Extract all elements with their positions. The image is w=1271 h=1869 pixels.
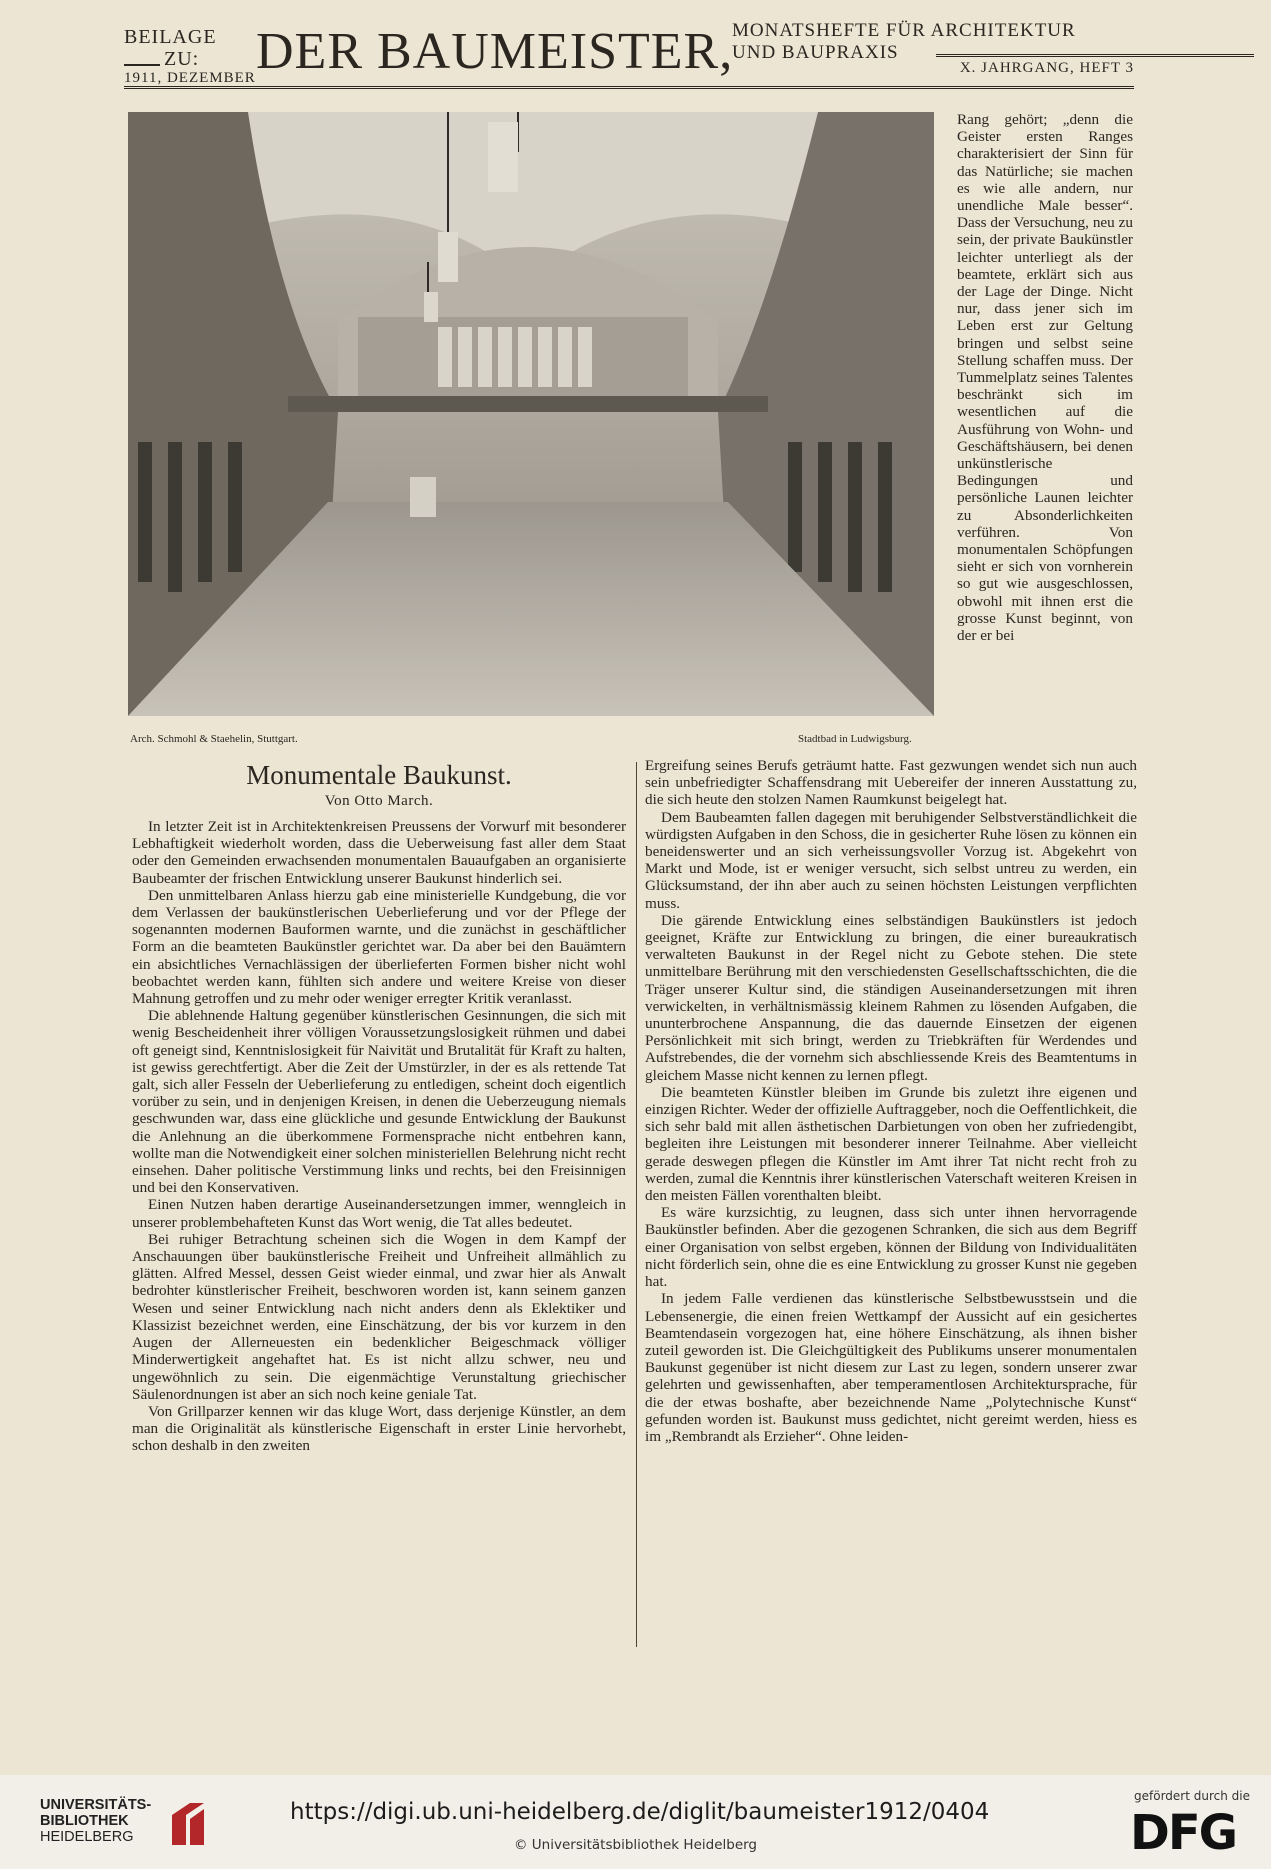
column-divider (636, 762, 637, 1647)
permalink-url[interactable]: https://digi.ub.uni-heidelberg.de/diglit/baumeister1912/0404 (290, 1799, 990, 1825)
library-emblem-icon (168, 1799, 208, 1847)
issue-date: 1911, DEZEMBER (124, 70, 256, 86)
beilage-label: BEILAGE (124, 26, 217, 48)
journal-title: DER BAUMEISTER, (256, 23, 734, 80)
paragraph: Ergreifung seines Berufs geträumt hatte. Fast gezwungen wendet sich nun auch sein unbefriedigter Schaffensdrang mit Uebereifer der inneren Ausstattung zu, die sich heute den stolzen Namen Raumkunst beigelegt hat. (645, 757, 1137, 809)
journal-subtitle-line2: UND BAUPRAXIS (732, 42, 899, 63)
copyright-notice: © Universitätsbibliothek Heidelberg (514, 1837, 758, 1853)
library-name (40, 1797, 151, 1845)
masthead (124, 20, 1134, 90)
paragraph: Die beamteten Künstler bleiben im Grunde bis zuletzt ihre eigenen und einzigen Richter. Weder der offizielle Auftraggeber, noch die Oeffentlichkeit, die sich sehr bald mit allen ästhetischen Darbietungen von oben her zufriedengibt, begleiten ihre Leistungen mit besonderer innerer Teilnahme. Aber vielleicht gerade deswegen pflegen die Künstler im Amt ihrer Tat nicht recht froh zu werden, zumal die Kenntnis ihrer künstlerischen Vaterschaft weiteren Kreisen in den meisten Fällen vorenthalten bleibt. (645, 1083, 1137, 1205)
paragraph: In jedem Falle verdienen das künstlerische Selbstbewusstsein und die Lebensenergie, die einen freien Wettkampf der Aussicht auf ein gesichertes Beamtendasein vorgezogen hat, eine höhere Einschätzung, als ihnen bisher zuteil geworden ist. Die Gleichgültigkeit des Publikums unserer monumentalen Baukunst gegenüber ist nicht diesem zur Last zu legen, sondern unserer zwar gelehrten und gewissenhaften, aber temperamentlosen Architektursprache, für die der etwas boshafte, aber bezeichnende Name „Polytechnische Kunst“ gefunden worden ist. Baukunst muss gedichtet, nicht gereimt werden, hiess es im „Rembrandt als Erzieher“. Ohne leiden- (645, 1290, 1137, 1445)
narrow-column-text: Rang gehört; „denn die Geister ersten Ranges charakterisiert der Sinn für das Natürliche; sie machen es wie alle andern, nur unendliche Male besser“. Dass der Versuchung, neu zu sein, der private Baukünstler leichter unterliegt als der beamtete, erklärt sich aus der Lage der Dinge. Nicht nur, dass jener sich im Leben erst zur Geltung bringen und selbst seine Stellung schaffen muss. Der Tummelplatz seines Talentes beschränkt sich im wesentlichen auf die Ausführung von Wohn- und Geschäftshäusern, bei denen unkünstlerische Bedingungen und persönliche Launen leichter zu Absonderlichkeiten verführen. Von monumentalen Schöpfungen sieht er sich von vornherein so gut wie ausgeschlossen, obwohl mit ihnen erst die grosse Kunst beginnt, von der er bei (957, 111, 1133, 645)
paragraph: Die gärende Entwicklung eines selbständigen Baukünstlers ist jedoch geeignet, Kräfte zur Entwicklung zu bringen, die einer bureaukratisch verwalteten Baukunst in der Regel nicht zu Gebote stehen. Die stete unmittelbare Berührung mit den verschiedensten Gesellschaftsschichten, die die Träger unserer Kultur sind, die ständigen Auseinandersetzungen mit ihren verwickelten, in verhältnismässig kleinem Rahmen zu lösenden Aufgaben, die ununterbrochene Anspannung, die das dauernde Einsetzen der eigenen Persönlichkeit mit sich bringt, werden zu Triebkräften für Werdendes und Aufstrebendes, die der vornehm sich abschliessende Kreis des Beamtentums in gleichem Masse nicht kennen zu lernen pflegt. (645, 911, 1137, 1084)
journal-subtitle-line1: MONATSHEFTE FÜR ARCHITEKTUR (732, 20, 1076, 41)
paragraph: Dem Baubeamten fallen dagegen mit beruhigender Selbstverständlichkeit die würdigsten Aufgaben in den Schoss, die in gesicherter Ruhe lösen zu können ein beneidenswerter und an sich verheissungsvoller Vorzug ist. Abgekehrt von Markt und Mode, ist er weniger versucht, sich selbst untreu zu werden, ein Glücksumstand, der ihn aber auch zu seinen höchsten Leistungen verpflichten muss. (645, 808, 1137, 912)
dfg-logo[interactable]: DFG (1130, 1805, 1237, 1861)
library-name-line2: BIBLIOTHEK (40, 1813, 129, 1829)
issue-number: X. JAHRGANG, HEFT 3 (959, 60, 1134, 76)
photo-stadtbad-interior (128, 112, 934, 716)
library-name-line3: HEIDELBERG (40, 1829, 134, 1845)
paragraph: Bei ruhiger Betrachtung scheinen sich die Wogen in dem Kampf der Anschauungen über baukünstlerische Freiheit und Unfreiheit allmählich zu glätten. Alfred Messel, dessen Geist wieder einmal, und zwar hier als Anwalt bedrohter künstlerischer Freiheit, beschworen worden ist, kann seinem ganzen Wesen und seiner Entwicklung nach nicht anders denn als Eklektiker und Klassizist bezeichnet werden, eine Einschätzung, der bis vor kurzem in den Augen der Allerneuesten ein bedenklicher Beigeschmack völliger Minderwertigkeit angehaftet hat. Es ist nicht allzu schwer, neu und ungewöhnlich zu sein. Die eigenmächtige Verunstaltung griechischer Säulenordnungen ist aber an sich noch keine geniale Tat. (132, 1230, 626, 1403)
viewer-footer (0, 1775, 1271, 1869)
funding-note: gefördert durch die (1134, 1789, 1250, 1803)
paragraph: Von Grillparzer kennen wir das kluge Wort, dass derjenige Künstler, an dem man die Originalität als künstlerische Eigenschaft in erster Linie hervorhebt, schon deshalb in den zweiten (132, 1402, 626, 1455)
paragraph: Die ablehnende Haltung gegenüber künstlerischen Gesinnungen, die sich mit wenig Bescheidenheit ihrer völligen Voraussetzungslosigkeit rühmen und dabei oft geneigt sind, Kenntnislosigkeit für Naivität und Brutalität für Kraft zu halten, ist gewiss gerechtfertigt. Aber die Zeit der Umstürzler, in der es als rettende Tat galt, sich aller Fesseln der Ueberlieferung zu entledigen, scheint doch eigentlich vorüber zu sein, und in denjenigen Kreisen, in denen die Ueberzeugung niemals geschwunden war, dass eine glückliche und gesunde Entwicklung der Baukunst die Anlehnung an die überkommene Formensprache nicht entbehren kann, wollte man die Notwendigkeit einer solchen ministeriellen Belehrung nicht recht einsehen. Daher politische Verstimmung links und rechts, bei den Freisinnigen und bei den Konservativen. (132, 1007, 626, 1197)
caption-architect: Arch. Schmohl & Staehelin, Stuttgart. (130, 733, 298, 745)
caption-location: Stadtbad in Ludwigsburg. (798, 733, 912, 745)
article-title: Monumentale Baukunst. (246, 760, 512, 790)
paragraph: Einen Nutzen haben derartige Auseinandersetzungen immer, wenngleich in unserer problembehafteten Kunst das Wort wenig, die Tat alles bedeutet. (132, 1196, 626, 1231)
photo-illustration (128, 112, 934, 716)
library-name-line1: UNIVERSITÄTS- (40, 1797, 152, 1813)
left-column (132, 818, 626, 1455)
zu-label: ZU: (164, 48, 200, 70)
right-column (645, 757, 1137, 1445)
paragraph: Es wäre kurzsichtig, zu leugnen, dass sich unter ihnen hervorragende Baukünstler befinden. Aber die gezogenen Schranken, die sich aus dem Begriff einer Organisation von selbst ergeben, können der Bildung von Individualitäten nicht förderlich sein, ohne die es eine Entwicklung zu grosser Kunst nie gegeben hat. (645, 1204, 1137, 1291)
paragraph: Den unmittelbaren Anlass hierzu gab eine ministerielle Kundgebung, die vor dem Verlassen der baukünstlerischen Ueberlieferung und vor der Pflege der sogenannten modernen Bauformen warnte, und die zunächst in geschäftlicher Form an die beamteten Baukünstler gerichtet war. Da aber bei den Bauämtern ein absichtliches Vernachlässigen der überlieferten Formen bisher nicht wohl beobachtet werden kann, fühlten sich andere und weitere Kreise von dieser Mahnung getroffen und zu mehr oder weniger erregter Kritik veranlasst. (132, 886, 626, 1008)
article-author: Von Otto March. (324, 793, 434, 809)
paragraph: In letzter Zeit ist in Architektenkreisen Preussens der Vorwurf mit besonderer Lebhaftigkeit wiederholt worden, dass die Ueberweisung fast aller dem Staat oder den Gemeinden erwachsenden monumentalen Bauaufgaben an organisierte Baubeamter der frischen Entwicklung unserer Baukunst hinderlich sei. (132, 818, 626, 887)
narrow-column (957, 111, 1133, 644)
beilage-rule (124, 64, 160, 66)
header-rule (124, 86, 1134, 92)
